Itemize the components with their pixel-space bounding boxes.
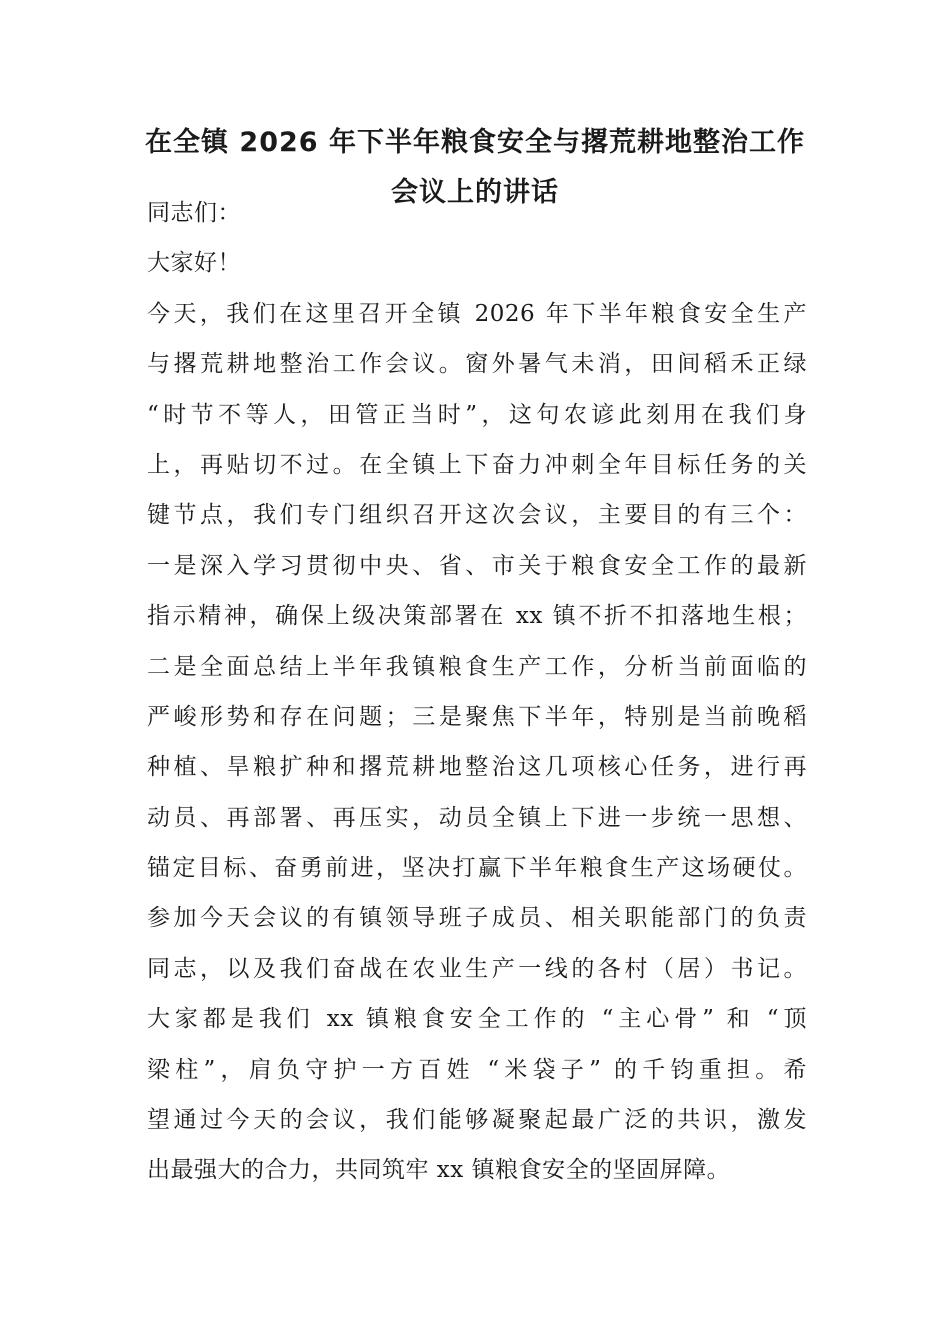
text-line: 今天，我们在这里召开全镇 2026 年下半年粮食安全生产: [147, 300, 807, 327]
salutation: 同志们：: [147, 200, 241, 226]
greeting: 大家好！: [147, 250, 241, 277]
title-line-1: 在全镇 2026 年下半年粮食安全与撂荒耕地整治工作: [145, 127, 805, 158]
text-line: 与撂荒耕地整治工作会议。窗外暑气未消，田间稻禾正绿: [147, 351, 807, 378]
text-line: 种植、旱粮扩种和撂荒耕地整治这几项核心任务，进行再: [147, 754, 807, 781]
text-line: 严峻形势和存在问题；三是聚焦下半年，特别是当前晚稻: [147, 703, 807, 730]
text-line: 一是深入学习贯彻中央、省、市关于粮食安全工作的最新: [147, 552, 807, 579]
text-line: 锚定目标、奋勇前进，坚决打赢下半年粮食生产这场硬仗。: [147, 855, 807, 882]
text-line: 上，再贴切不过。在全镇上下奋力冲刺全年目标任务的关: [147, 451, 807, 478]
text-line: 参加今天会议的有镇领导班子成员、相关职能部门的负责: [147, 905, 807, 932]
title-line-2: 会议上的讲话: [391, 177, 559, 208]
text-line: 键节点，我们专门组织召开这次会议，主要目的有三个：: [147, 502, 807, 529]
text-line: 同志，以及我们奋战在农业生产一线的各村（居）书记。: [147, 955, 807, 982]
text-line: “时节不等人，田管正当时”，这句农谚此刻用在我们身: [147, 401, 807, 428]
text-line: 动员、再部署、再压实，动员全镇上下进一步统一思想、: [147, 804, 807, 831]
text-line: 二是全面总结上半年我镇粮食生产工作，分析当前面临的: [147, 653, 807, 680]
text-line: 梁柱”，肩负守护一方百姓 “米袋子” 的千钧重担。希: [147, 1056, 807, 1083]
text-line: 出最强大的合力，共同筑牢 xx 镇粮食安全的坚固屏障。: [147, 1157, 731, 1184]
speech-body: [147, 188, 807, 1196]
text-line: 指示精神，确保上级决策部署在 xx 镇不折不扣落地生根；: [147, 603, 807, 630]
text-line: 望通过今天的会议，我们能够凝聚起最广泛的共识，激发: [147, 1107, 807, 1134]
text-line: 大家都是我们 xx 镇粮食安全工作的 “主心骨” 和 “顶: [147, 1006, 807, 1033]
